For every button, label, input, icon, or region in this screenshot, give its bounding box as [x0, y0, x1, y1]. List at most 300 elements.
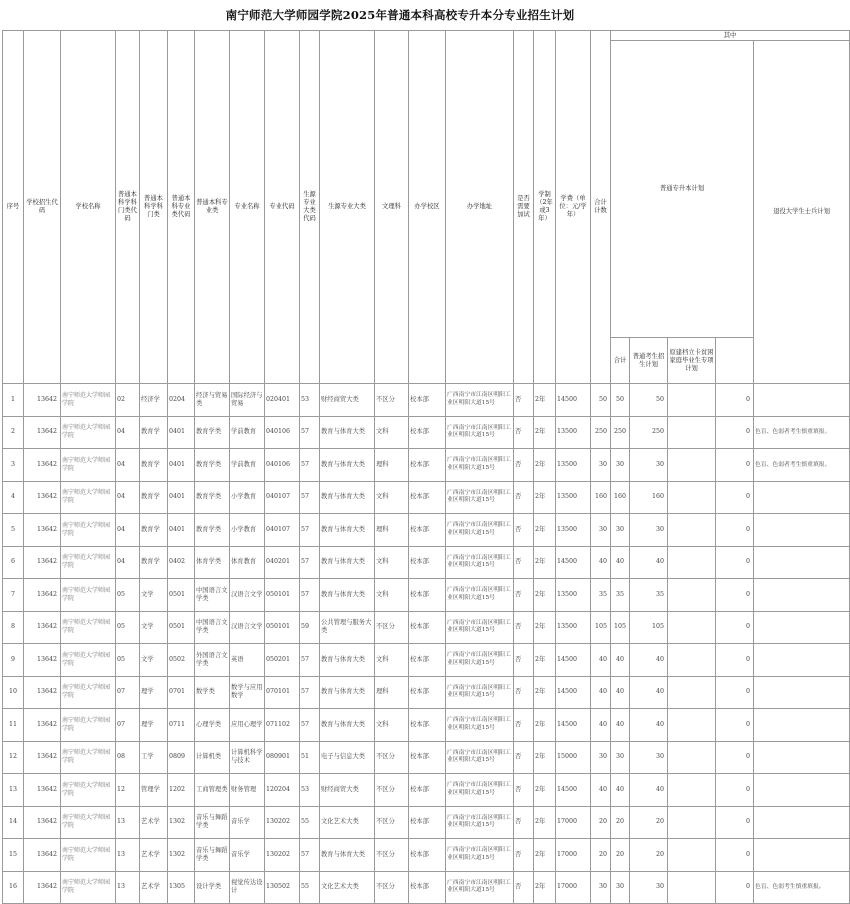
cell-years: 2年	[534, 481, 556, 514]
cell-address: 广西南宁市江南区明阳工业区明阳大道15号	[446, 676, 514, 709]
cell-major: 视觉传达设计	[230, 871, 265, 904]
cell-cat: 教育学	[140, 416, 168, 449]
cell-subtotal: 30	[611, 449, 630, 482]
cell-major-code: 040106	[265, 449, 300, 482]
cell-years: 2年	[534, 449, 556, 482]
cell-subcat: 音乐与舞蹈学类	[195, 806, 230, 839]
cell-total: 50	[591, 384, 611, 417]
cell-subcat: 心理学类	[195, 709, 230, 742]
cell-years: 2年	[534, 839, 556, 872]
header-art-sci: 文理科	[375, 31, 409, 384]
header-cat-code: 普通本科学科门类代码	[116, 31, 140, 384]
cell-seq: 16	[3, 871, 24, 904]
cell-cat: 工学	[140, 741, 168, 774]
cell-note: 色盲、色弱考生慎重填报。	[754, 871, 850, 904]
cell-years: 2年	[534, 676, 556, 709]
cell-src: 财经商贸大类	[320, 774, 375, 807]
cell-subtotal: 40	[611, 546, 630, 579]
cell-school-name: 南宁师范大学师园学院	[61, 416, 116, 449]
cell-address: 广西南宁市江南区明阳工业区明阳大道15号	[446, 514, 514, 547]
cell-subtotal: 40	[611, 709, 630, 742]
cell-major: 汉语言文学	[230, 579, 265, 612]
header-major: 专业名称	[230, 31, 265, 384]
cell-subtotal: 250	[611, 416, 630, 449]
header-src-code: 生源专业大类代码	[300, 31, 320, 384]
cell-fee: 14500	[556, 676, 591, 709]
cell-cat: 艺术学	[140, 839, 168, 872]
cell-cat-code: 08	[116, 741, 140, 774]
cell-campus: 校本部	[409, 741, 446, 774]
table-row	[3, 709, 850, 742]
cell-fee: 17000	[556, 839, 591, 872]
cell-school-code: 13642	[24, 871, 61, 904]
cell-note	[754, 806, 850, 839]
cell-subtotal: 20	[611, 839, 630, 872]
cell-seq: 1	[3, 384, 24, 417]
cell-campus: 校本部	[409, 774, 446, 807]
cell-subcat: 外国语言文学类	[195, 644, 230, 677]
cell-subcat-code: 1302	[168, 839, 195, 872]
enrollment-plan-table	[2, 30, 850, 904]
cell-art-sci: 文科	[375, 546, 409, 579]
cell-subcat-code: 0204	[168, 384, 195, 417]
cell-note	[754, 644, 850, 677]
cell-subcat-code: 1302	[168, 806, 195, 839]
cell-subtotal: 20	[611, 806, 630, 839]
cell-regular-plan: 30	[630, 741, 668, 774]
header-src: 生源专业大类	[320, 31, 375, 384]
cell-address: 广西南宁市江南区明阳工业区明阳大道15号	[446, 384, 514, 417]
table-row	[3, 839, 850, 872]
cell-major: 学前教育	[230, 449, 265, 482]
cell-major: 小学教育	[230, 514, 265, 547]
cell-extra-test: 否	[514, 676, 534, 709]
cell-src-code: 57	[300, 546, 320, 579]
cell-subcat: 计算机类	[195, 741, 230, 774]
cell-campus: 校本部	[409, 449, 446, 482]
cell-major-code: 040106	[265, 416, 300, 449]
cell-fee: 13500	[556, 579, 591, 612]
header-subcat: 普通本科专业类	[195, 31, 230, 384]
header-extra-test: 是否需要加试	[514, 31, 534, 384]
cell-extra-test: 否	[514, 449, 534, 482]
cell-src: 教育与体育大类	[320, 579, 375, 612]
cell-poverty-plan	[668, 416, 716, 449]
cell-school-code: 13642	[24, 384, 61, 417]
cell-src: 文化艺术大类	[320, 806, 375, 839]
cell-subcat-code: 0701	[168, 676, 195, 709]
cell-subcat-code: 0401	[168, 449, 195, 482]
cell-note	[754, 384, 850, 417]
cell-src-code: 51	[300, 741, 320, 774]
cell-subtotal: 35	[611, 579, 630, 612]
cell-art-sci: 文科	[375, 709, 409, 742]
cell-years: 2年	[534, 644, 556, 677]
cell-poverty-plan	[668, 741, 716, 774]
cell-cat: 文学	[140, 644, 168, 677]
cell-cat: 教育学	[140, 546, 168, 579]
cell-poverty-plan	[668, 514, 716, 547]
cell-campus: 校本部	[409, 514, 446, 547]
header-poverty-plan: 原建档立卡贫困家庭毕业生专项计划	[668, 338, 716, 384]
cell-note	[754, 579, 850, 612]
cell-cat: 文学	[140, 579, 168, 612]
cell-major: 音乐学	[230, 839, 265, 872]
cell-total: 30	[591, 449, 611, 482]
cell-cat-code: 02	[116, 384, 140, 417]
header-veteran-plan: 退役大学生士兵计划	[754, 41, 850, 384]
cell-cat: 理学	[140, 676, 168, 709]
cell-src-code: 57	[300, 579, 320, 612]
cell-fee: 13500	[556, 481, 591, 514]
cell-veteran-plan: 0	[716, 676, 754, 709]
cell-regular-plan: 105	[630, 611, 668, 644]
cell-veteran-plan: 0	[716, 384, 754, 417]
cell-school-name: 南宁师范大学师园学院	[61, 514, 116, 547]
header-school-code: 学校招生代码	[24, 31, 61, 384]
cell-school-code: 13642	[24, 839, 61, 872]
cell-seq: 14	[3, 806, 24, 839]
cell-seq: 6	[3, 546, 24, 579]
cell-fee: 13500	[556, 416, 591, 449]
cell-poverty-plan	[668, 806, 716, 839]
cell-art-sci: 文科	[375, 481, 409, 514]
cell-extra-test: 否	[514, 416, 534, 449]
cell-school-name: 南宁师范大学师园学院	[61, 774, 116, 807]
cell-major-code: 130202	[265, 839, 300, 872]
cell-subcat: 教育学类	[195, 416, 230, 449]
cell-subcat-code: 0501	[168, 611, 195, 644]
cell-note	[754, 514, 850, 547]
cell-extra-test: 否	[514, 579, 534, 612]
cell-years: 2年	[534, 806, 556, 839]
cell-note	[754, 741, 850, 774]
cell-address: 广西南宁市江南区明阳工业区明阳大道15号	[446, 806, 514, 839]
cell-school-name: 南宁师范大学师园学院	[61, 709, 116, 742]
cell-cat-code: 04	[116, 449, 140, 482]
cell-subtotal: 160	[611, 481, 630, 514]
table-row	[3, 481, 850, 514]
cell-school-code: 13642	[24, 676, 61, 709]
cell-cat-code: 04	[116, 514, 140, 547]
cell-extra-test: 否	[514, 871, 534, 904]
cell-address: 广西南宁市江南区明阳工业区明阳大道15号	[446, 449, 514, 482]
cell-veteran-plan: 0	[716, 481, 754, 514]
cell-address: 广西南宁市江南区明阳工业区明阳大道15号	[446, 546, 514, 579]
cell-veteran-plan: 0	[716, 611, 754, 644]
cell-cat: 艺术学	[140, 871, 168, 904]
cell-seq: 11	[3, 709, 24, 742]
cell-campus: 校本部	[409, 644, 446, 677]
cell-src: 文化艺术大类	[320, 871, 375, 904]
cell-cat-code: 04	[116, 416, 140, 449]
cell-school-name: 南宁师范大学师园学院	[61, 644, 116, 677]
cell-poverty-plan	[668, 774, 716, 807]
header-seq: 序号	[3, 31, 24, 384]
table-row	[3, 384, 850, 417]
cell-campus: 校本部	[409, 839, 446, 872]
cell-school-name: 南宁师范大学师园学院	[61, 676, 116, 709]
cell-cat-code: 07	[116, 676, 140, 709]
table-row	[3, 546, 850, 579]
cell-major-code: 120204	[265, 774, 300, 807]
cell-years: 2年	[534, 871, 556, 904]
cell-src-code: 57	[300, 481, 320, 514]
cell-veteran-plan: 0	[716, 644, 754, 677]
cell-src: 电子与信息大类	[320, 741, 375, 774]
cell-address: 广西南宁市江南区明阳工业区明阳大道15号	[446, 774, 514, 807]
page-title: 南宁师范大学师园学院2025年普通本科高校专升本分专业招生计划	[225, 8, 575, 22]
cell-years: 2年	[534, 384, 556, 417]
cell-subtotal: 50	[611, 384, 630, 417]
cell-school-code: 13642	[24, 741, 61, 774]
cell-school-code: 13642	[24, 611, 61, 644]
header-major-code: 专业代码	[265, 31, 300, 384]
header-years: 学制（2年或3年）	[534, 31, 556, 384]
cell-major: 财务管理	[230, 774, 265, 807]
cell-seq: 5	[3, 514, 24, 547]
cell-school-code: 13642	[24, 481, 61, 514]
cell-total: 30	[591, 741, 611, 774]
table-row	[3, 806, 850, 839]
cell-subcat: 经济与贸易类	[195, 384, 230, 417]
cell-subcat-code: 1305	[168, 871, 195, 904]
header-subtotal: 合计	[611, 338, 630, 384]
cell-seq: 15	[3, 839, 24, 872]
cell-seq: 7	[3, 579, 24, 612]
cell-cat: 教育学	[140, 481, 168, 514]
cell-extra-test: 否	[514, 741, 534, 774]
header-fee: 学费（单位：元/学年）	[556, 31, 591, 384]
cell-cat: 文学	[140, 611, 168, 644]
cell-address: 广西南宁市江南区明阳工业区明阳大道15号	[446, 741, 514, 774]
cell-years: 2年	[534, 546, 556, 579]
cell-veteran-plan: 0	[716, 449, 754, 482]
cell-src: 教育与体育大类	[320, 676, 375, 709]
cell-subcat-code: 1202	[168, 774, 195, 807]
cell-poverty-plan	[668, 676, 716, 709]
cell-years: 2年	[534, 514, 556, 547]
cell-cat-code: 04	[116, 481, 140, 514]
cell-cat: 经济学	[140, 384, 168, 417]
cell-seq: 13	[3, 774, 24, 807]
cell-subcat: 教育学类	[195, 514, 230, 547]
table-row	[3, 514, 850, 547]
table-row	[3, 416, 850, 449]
cell-campus: 校本部	[409, 384, 446, 417]
cell-school-code: 13642	[24, 416, 61, 449]
table-row	[3, 449, 850, 482]
cell-poverty-plan	[668, 449, 716, 482]
cell-subcat: 体育学类	[195, 546, 230, 579]
cell-src-code: 57	[300, 416, 320, 449]
cell-cat: 理学	[140, 709, 168, 742]
cell-major: 音乐学	[230, 806, 265, 839]
cell-src: 公共管理与服务大类	[320, 611, 375, 644]
cell-school-name: 南宁师范大学师园学院	[61, 806, 116, 839]
cell-total: 40	[591, 709, 611, 742]
cell-regular-plan: 30	[630, 449, 668, 482]
cell-regular-plan: 30	[630, 871, 668, 904]
cell-extra-test: 否	[514, 644, 534, 677]
cell-fee: 13500	[556, 611, 591, 644]
cell-major: 英语	[230, 644, 265, 677]
cell-art-sci: 不区分	[375, 839, 409, 872]
cell-extra-test: 否	[514, 546, 534, 579]
cell-cat-code: 07	[116, 709, 140, 742]
cell-poverty-plan	[668, 579, 716, 612]
cell-fee: 14500	[556, 384, 591, 417]
cell-note: 色盲、色弱者考生慎重填报。	[754, 416, 850, 449]
cell-campus: 校本部	[409, 709, 446, 742]
cell-poverty-plan	[668, 839, 716, 872]
cell-major: 小学教育	[230, 481, 265, 514]
cell-major-code: 070101	[265, 676, 300, 709]
cell-cat-code: 05	[116, 644, 140, 677]
cell-art-sci: 文科	[375, 644, 409, 677]
cell-regular-plan: 40	[630, 546, 668, 579]
cell-subcat: 中国语言文学类	[195, 579, 230, 612]
cell-art-sci: 不区分	[375, 741, 409, 774]
cell-subcat-code: 0711	[168, 709, 195, 742]
cell-total: 40	[591, 546, 611, 579]
table-row	[3, 676, 850, 709]
cell-subcat-code: 0501	[168, 579, 195, 612]
cell-total: 40	[591, 644, 611, 677]
cell-veteran-plan: 0	[716, 839, 754, 872]
cell-fee: 13500	[556, 449, 591, 482]
cell-subcat-code: 0502	[168, 644, 195, 677]
cell-subtotal: 40	[611, 774, 630, 807]
cell-src-code: 57	[300, 676, 320, 709]
cell-fee: 13500	[556, 514, 591, 547]
cell-veteran-plan: 0	[716, 514, 754, 547]
header-regular-plan-group: 普通专升本计划	[611, 41, 754, 338]
cell-fee: 17000	[556, 806, 591, 839]
cell-seq: 10	[3, 676, 24, 709]
cell-cat-code: 05	[116, 579, 140, 612]
cell-veteran-plan: 0	[716, 806, 754, 839]
cell-src: 财经商贸大类	[320, 384, 375, 417]
cell-art-sci: 不区分	[375, 384, 409, 417]
cell-veteran-plan: 0	[716, 546, 754, 579]
cell-total: 30	[591, 871, 611, 904]
cell-address: 广西南宁市江南区明阳工业区明阳大道15号	[446, 871, 514, 904]
cell-fee: 14500	[556, 709, 591, 742]
cell-major-code: 050101	[265, 611, 300, 644]
cell-school-name: 南宁师范大学师园学院	[61, 481, 116, 514]
cell-art-sci: 文科	[375, 416, 409, 449]
cell-seq: 4	[3, 481, 24, 514]
cell-fee: 15000	[556, 741, 591, 774]
cell-subtotal: 30	[611, 871, 630, 904]
cell-cat-code: 05	[116, 611, 140, 644]
cell-extra-test: 否	[514, 774, 534, 807]
cell-school-name: 南宁师范大学师园学院	[61, 384, 116, 417]
cell-src-code: 55	[300, 871, 320, 904]
cell-regular-plan: 40	[630, 709, 668, 742]
cell-src: 教育与体育大类	[320, 481, 375, 514]
header-subcat-code: 普通本科专业类代码	[168, 31, 195, 384]
cell-total: 250	[591, 416, 611, 449]
cell-regular-plan: 40	[630, 644, 668, 677]
cell-poverty-plan	[668, 871, 716, 904]
cell-regular-plan: 35	[630, 579, 668, 612]
cell-fee: 17000	[556, 871, 591, 904]
cell-regular-plan: 50	[630, 384, 668, 417]
cell-note	[754, 676, 850, 709]
cell-major-code: 050201	[265, 644, 300, 677]
cell-extra-test: 否	[514, 709, 534, 742]
cell-campus: 校本部	[409, 806, 446, 839]
cell-major: 体育教育	[230, 546, 265, 579]
cell-years: 2年	[534, 416, 556, 449]
cell-note	[754, 839, 850, 872]
cell-subcat-code: 0809	[168, 741, 195, 774]
cell-subtotal: 30	[611, 514, 630, 547]
header-of-which: 其中	[611, 31, 850, 41]
cell-note	[754, 774, 850, 807]
cell-school-code: 13642	[24, 579, 61, 612]
cell-seq: 8	[3, 611, 24, 644]
cell-note	[754, 611, 850, 644]
cell-major: 国际经济与贸易	[230, 384, 265, 417]
cell-major: 学前教育	[230, 416, 265, 449]
cell-campus: 校本部	[409, 611, 446, 644]
cell-regular-plan: 20	[630, 806, 668, 839]
cell-total: 105	[591, 611, 611, 644]
cell-major-code: 071102	[265, 709, 300, 742]
cell-subcat: 数学类	[195, 676, 230, 709]
cell-major: 应用心理学	[230, 709, 265, 742]
cell-school-name: 南宁师范大学师园学院	[61, 546, 116, 579]
cell-campus: 校本部	[409, 416, 446, 449]
cell-subcat-code: 0401	[168, 481, 195, 514]
cell-school-name: 南宁师范大学师园学院	[61, 611, 116, 644]
table-row	[3, 611, 850, 644]
table-row	[3, 774, 850, 807]
cell-major-code: 040107	[265, 481, 300, 514]
cell-school-code: 13642	[24, 806, 61, 839]
cell-years: 2年	[534, 774, 556, 807]
cell-extra-test: 否	[514, 481, 534, 514]
cell-school-code: 13642	[24, 546, 61, 579]
cell-poverty-plan	[668, 644, 716, 677]
cell-total: 35	[591, 579, 611, 612]
cell-note	[754, 709, 850, 742]
cell-art-sci: 理科	[375, 676, 409, 709]
cell-src-code: 57	[300, 449, 320, 482]
cell-src-code: 59	[300, 611, 320, 644]
cell-src-code: 57	[300, 839, 320, 872]
cell-cat-code: 04	[116, 546, 140, 579]
cell-cat-code: 13	[116, 806, 140, 839]
cell-regular-plan: 30	[630, 514, 668, 547]
cell-fee: 14500	[556, 546, 591, 579]
cell-regular-plan: 40	[630, 676, 668, 709]
cell-school-name: 南宁师范大学师园学院	[61, 871, 116, 904]
cell-subtotal: 105	[611, 611, 630, 644]
cell-art-sci: 不区分	[375, 871, 409, 904]
cell-school-code: 13642	[24, 644, 61, 677]
cell-art-sci: 不区分	[375, 611, 409, 644]
cell-seq: 3	[3, 449, 24, 482]
cell-subcat-code: 0401	[168, 416, 195, 449]
cell-art-sci: 理科	[375, 449, 409, 482]
header-total: 合计计数	[591, 31, 611, 384]
cell-school-code: 13642	[24, 709, 61, 742]
cell-extra-test: 否	[514, 514, 534, 547]
